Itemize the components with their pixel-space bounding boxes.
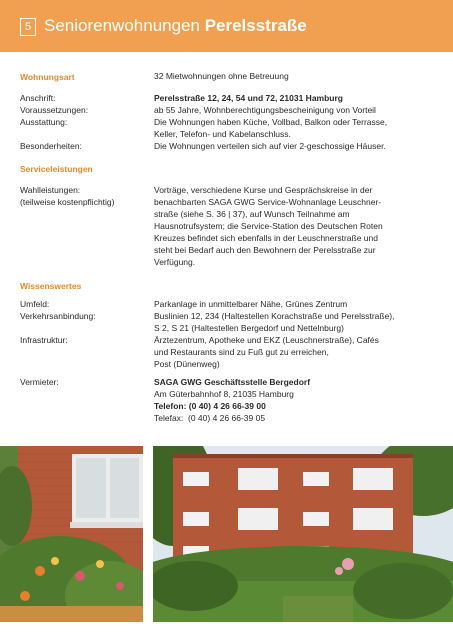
ausstattung-line: Keller, Telefon- und Kabelanschluss. <box>154 129 291 139</box>
service-line: benachbarten SAGA GWG Service-Wohnanlage Leuschner- <box>154 197 382 207</box>
wahlleistungen-label-line2: (teilweise kostenpflichtig) <box>20 197 115 207</box>
verkehr-line: Buslinien 12, 234 (Haltestellen Korachstraße und Perelsstraße), <box>154 311 395 321</box>
verkehr-value <box>154 310 439 334</box>
page-header <box>0 0 453 52</box>
infra-line: Ärztezentrum, Apotheke und EKZ (Leuschnerstraße), Cafés <box>154 335 379 345</box>
photo-building-illustration <box>153 446 453 622</box>
section-wissen-heading: Wissenswertes <box>20 281 82 291</box>
page-bottom-margin <box>0 622 453 640</box>
wahlleistungen-label-line1: Wahlleistungen: <box>20 185 81 195</box>
vermieter-label: Vermieter: <box>20 377 59 387</box>
service-line: Verfügung. <box>154 257 196 267</box>
photo-building-window <box>0 446 143 622</box>
photo-window-illustration <box>0 446 143 622</box>
section-wohnungsart-heading: Wohnungsart <box>20 72 75 82</box>
besonderheiten-label: Besonderheiten: <box>20 141 82 151</box>
verkehr-line: S 2, S 21 (Haltestellen Bergedorf und Nettelnburg) <box>154 323 344 333</box>
besonderheiten-value: Die Wohnungen verteilen sich auf vier 2-geschossige Häuser. <box>154 141 386 151</box>
vermieter-telefax: Telefax: (0 40) 4 26 66-39 05 <box>154 413 266 423</box>
vermieter-telefon: Telefon: (0 40) 4 26 66-39 00 <box>154 401 266 411</box>
ausstattung-line: Die Wohnungen haben Küche, Vollbad, Balkon oder Terrasse, <box>154 117 388 127</box>
vermieter-name: SAGA GWG Geschäftsstelle Bergedorf <box>154 377 311 387</box>
ausstattung-value <box>154 116 439 140</box>
vermieter-value <box>154 376 439 424</box>
service-line: Vorträge, verschiedene Kurse und Gesprächskreise in der <box>154 185 373 195</box>
umfeld-value: Parkanlage in unmittelbarer Nähe, Grünes Zentrum <box>154 299 348 309</box>
infra-line: Post (Dünenweg) <box>154 359 220 369</box>
service-line: straße (siehe S. 36 | 37), auf Wunsch Teilnahme am <box>154 209 350 219</box>
verkehr-label: Verkehrsanbindung: <box>20 311 96 321</box>
wahlleistungen-label <box>20 184 114 208</box>
page-number-badge: 5 <box>20 18 36 36</box>
infra-line: und Restaurants sind zu Fuß gut zu erreichen, <box>154 347 329 357</box>
section-service-heading: Serviceleistungen <box>20 164 93 174</box>
anschrift-value: Perelsstraße 12, 24, 54 und 72, 21031 Hamburg <box>154 93 343 103</box>
ausstattung-label: Ausstattung: <box>20 117 68 127</box>
anschrift-label: Anschrift: <box>20 93 56 103</box>
umfeld-label: Umfeld: <box>20 299 50 309</box>
voraussetzungen-label: Voraussetzungen: <box>20 105 89 115</box>
service-line: Kreuzes befindet sich ebenfalls in der Leuschnerstraße und <box>154 233 378 243</box>
page-title <box>44 15 307 37</box>
voraussetzungen-value: ab 55 Jahre, Wohnberechtigungsbescheinigung von Vorteil <box>154 105 376 115</box>
photo-apartment-building <box>153 446 453 622</box>
service-line: Hausnotrufsystem; die Service-Station des Deutschen Roten <box>154 221 383 231</box>
infra-label: Infrastruktur: <box>20 335 68 345</box>
title-bold: Perelsstraße <box>204 16 307 35</box>
wohnungsart-value: 32 Mietwohnungen ohne Betreuung <box>154 71 289 81</box>
vermieter-address: Am Güterbahnhof 8, 21035 Hamburg <box>154 389 294 399</box>
infra-value <box>154 334 439 370</box>
title-regular: Seniorenwohnungen <box>44 16 205 35</box>
wahlleistungen-value <box>154 184 439 268</box>
service-line: steht bei Bedarf auch den Bewohnern der Perelsstraße zur <box>154 245 376 255</box>
